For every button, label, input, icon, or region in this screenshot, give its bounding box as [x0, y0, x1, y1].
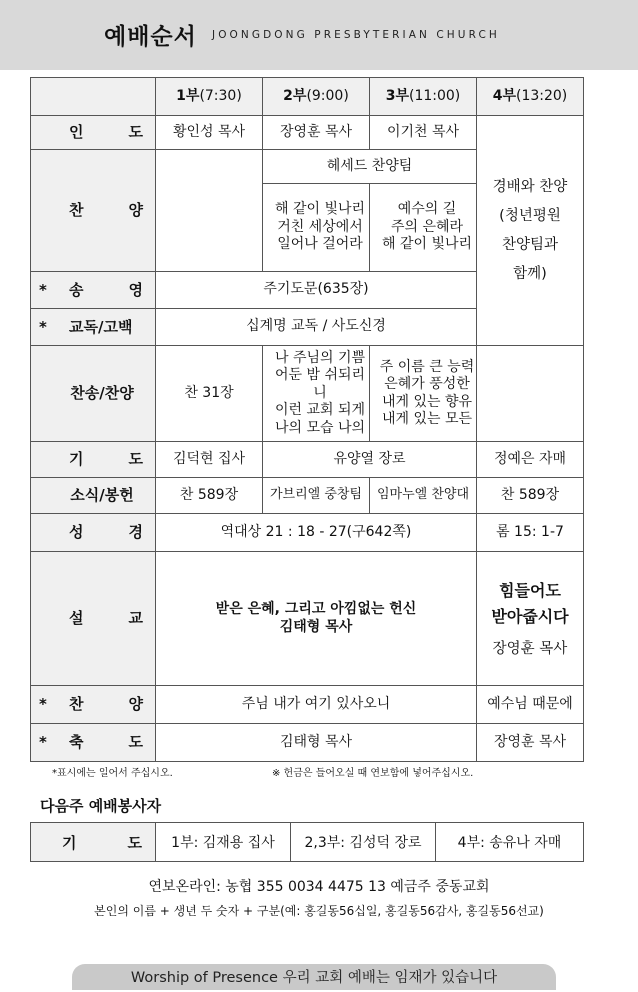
sermon-row: [31, 552, 584, 686]
service-1-header: 1부(7:30): [156, 78, 263, 116]
next-prayer-s4: 4부: 송유나 자매: [436, 823, 584, 862]
prayer-s4: 정예은 자매: [477, 442, 584, 478]
sermon-label: 설 교: [31, 552, 156, 686]
corner-cell: [31, 78, 156, 116]
doxology-label: * 송 영: [31, 272, 156, 309]
sermon-main: [156, 552, 477, 686]
sermon-title: 받은 은혜, 그리고 아낌없는 헌신: [215, 601, 417, 617]
next-prayer-label: 기 도: [31, 823, 156, 862]
next-week-table: [30, 822, 584, 862]
page-title: 예배순서: [104, 24, 197, 50]
header-banner: [0, 0, 638, 70]
benediction-s123: 김태형 목사: [156, 724, 477, 762]
praise-s1: [156, 150, 263, 272]
sermon-preacher: 김태형 목사: [279, 618, 353, 635]
leader-s1: 황인성 목사: [156, 116, 263, 150]
service-2-header: 2부(9:00): [263, 78, 370, 116]
standing-note: *표시에는 일어서 주십시오.: [52, 768, 173, 779]
next-prayer-s23: 2,3부: 김성덕 장로: [291, 823, 436, 862]
offering-label: 소식/봉헌: [31, 478, 156, 514]
service-header-row: [31, 78, 584, 116]
prayer-s23: 유양열 장로: [263, 442, 477, 478]
online-offering-account: 연보온라인: 농협 355 0034 4475 13 예금주 중동교회: [148, 879, 490, 895]
service-3-header: 3부(11:00): [370, 78, 477, 116]
worship-order-table: [30, 77, 584, 762]
leader-s2: 장영훈 목사: [263, 116, 370, 150]
offering-s2: 가브리엘 중창팀: [263, 478, 370, 514]
creed-value: 십계명 교독 / 사도신경: [156, 309, 477, 346]
sermon-s4: 힘들어도 받아줍시다 장영훈 목사: [477, 552, 584, 686]
praise-label: 찬 양: [31, 150, 156, 272]
benediction-label: * 축 도: [31, 724, 156, 762]
praise-team: 헤세드 찬양팀: [263, 150, 477, 184]
offering-s3: 임마누엘 찬양대: [370, 478, 477, 514]
footer-motto: Worship of Presence 우리 교회 예배는 임재가 있습니다: [72, 964, 556, 990]
offering-s1: 찬 589장: [156, 478, 263, 514]
next-week-title: 다음주 예배봉사자: [40, 797, 162, 815]
online-offering-instructions: 본인의 이름 + 생년 두 숫자 + 구분(예: 홍길동56십일, 홍길동56감사, 홍길동56선교): [94, 904, 544, 918]
hymn-row: [31, 346, 584, 442]
closing-praise-row: [31, 686, 584, 724]
leader-row: [31, 116, 584, 150]
offering-row: [31, 478, 584, 514]
offering-note: ※ 헌금은 들어오실 때 연보함에 넣어주십시오.: [272, 768, 474, 779]
offering-s4: 찬 589장: [477, 478, 584, 514]
scripture-s4: 롬 15: 1-7: [477, 514, 584, 552]
leader-s3: 이기천 목사: [370, 116, 477, 150]
benediction-row: [31, 724, 584, 762]
hymn-s2-songs: 나 주님의 기쁨 어둔 밤 쉬되리니 이런 교회 되게 나의 모습 나의: [263, 346, 370, 442]
praise-s2-songs: 해 같이 빛나리 거친 세상에서 일어나 걸어라: [263, 184, 370, 272]
scripture-label: 성 경: [31, 514, 156, 552]
scripture-s123: 역대상 21 : 18 - 27(구642쪽): [156, 514, 477, 552]
closing-praise-s4: 예수님 때문에: [477, 686, 584, 724]
doxology-value: 주기도문(635장): [156, 272, 477, 309]
hymn-s3-songs: 주 이름 큰 능력 은혜가 풍성한 내게 있는 향유 내게 있는 모든: [370, 346, 477, 442]
prayer-row: [31, 442, 584, 478]
next-week-prayer-row: [31, 823, 584, 862]
hymn-label: 찬송/찬양: [31, 346, 156, 442]
scripture-row: [31, 514, 584, 552]
benediction-s4: 장영훈 목사: [477, 724, 584, 762]
leader-label: 인 도: [31, 116, 156, 150]
next-prayer-s1: 1부: 김재용 집사: [156, 823, 291, 862]
prayer-s1: 김덕현 집사: [156, 442, 263, 478]
prayer-label: 기 도: [31, 442, 156, 478]
service-4-header: 4부(13:20): [477, 78, 584, 116]
creed-label: * 교독/고백: [31, 309, 156, 346]
hymn-s1: 찬 31장: [156, 346, 263, 442]
hymn-s4: [477, 346, 584, 442]
praise-s4: 경배와 찬양 (청년평원 찬양팀과 함께): [477, 116, 584, 346]
praise-s3-songs: 예수의 길 주의 은혜라 해 같이 빛나리: [370, 184, 477, 272]
closing-praise-s123: 주님 내가 여기 있사오니: [156, 686, 477, 724]
closing-praise-label: * 찬 양: [31, 686, 156, 724]
church-name: JOONGDONG PRESBYTERIAN CHURCH: [212, 29, 500, 41]
